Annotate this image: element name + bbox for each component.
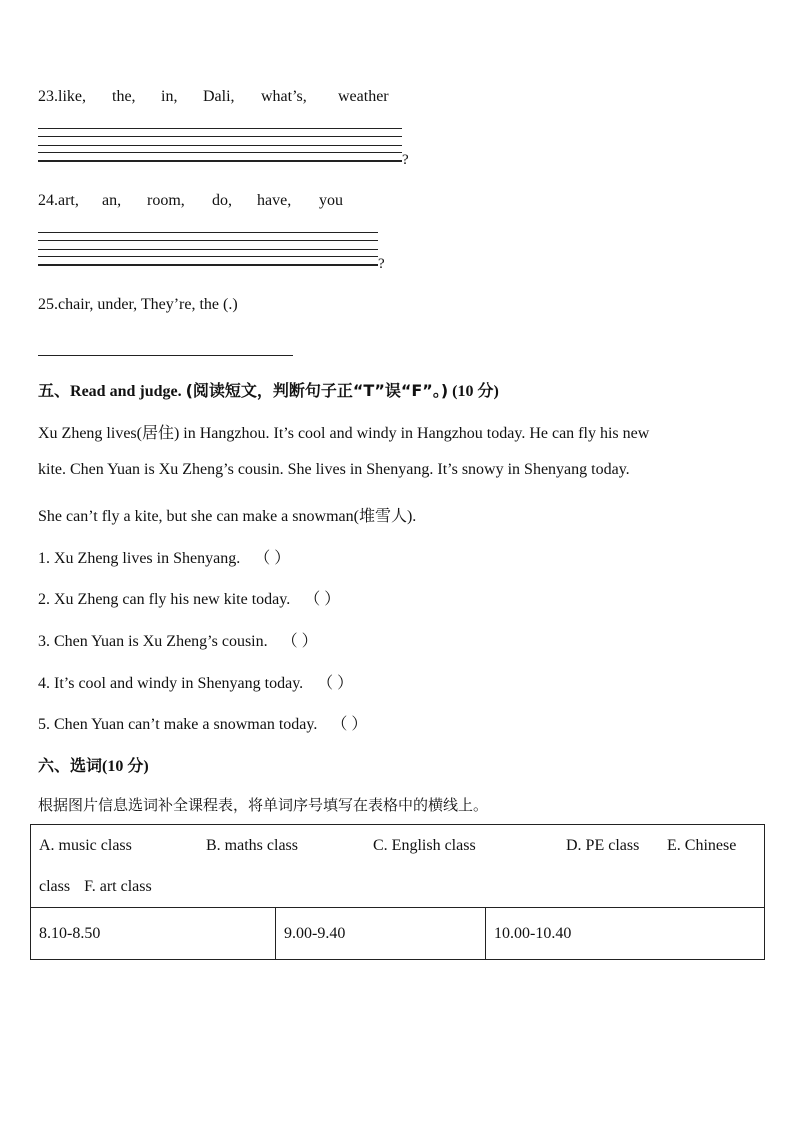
scrambled-word: do, — [212, 192, 232, 209]
schedule-table — [30, 824, 765, 960]
judge-statement — [38, 670, 353, 693]
answer-line[interactable] — [38, 152, 402, 153]
question-23 — [38, 88, 389, 106]
question-mark: ? — [402, 152, 409, 168]
scrambled-word: an, — [102, 192, 122, 209]
answer-line[interactable] — [38, 145, 402, 146]
passage-line: kite. Chen Yuan is Xu Zheng’s cousin. She lives in Shenyang. It’s snowy in Shenyang today. — [38, 461, 630, 478]
statement-text: 1. Xu Zheng lives in Shenyang. — [38, 550, 241, 567]
answer-line[interactable] — [38, 256, 378, 257]
answer-line[interactable] — [38, 136, 402, 137]
question-25 — [38, 296, 238, 314]
scrambled-word: room, — [147, 192, 185, 209]
answer-line[interactable] — [38, 160, 402, 162]
scrambled-word: have, — [257, 192, 292, 209]
statement-text: 5. Chen Yuan can’t make a snowman today. — [38, 716, 318, 733]
word-option: D. PE class — [566, 837, 640, 854]
word-option-continued: class — [39, 878, 71, 895]
judge-statement — [38, 628, 318, 651]
word-option: F. art class — [84, 878, 152, 895]
answer-bracket[interactable]: （ ） — [254, 550, 291, 567]
time-cell: 9.00-9.40 — [276, 908, 486, 960]
word-options — [31, 825, 765, 908]
scrambled-word: you — [319, 192, 343, 209]
section-6-heading — [38, 753, 149, 776]
answer-line[interactable] — [38, 355, 293, 356]
scrambled-word: the, — [112, 88, 136, 105]
question-24 — [38, 192, 343, 210]
word-option: C. English class — [373, 837, 476, 854]
time-cell: 10.00-10.40 — [486, 908, 765, 960]
section-instruction: 根据图片信息选词补全课程表，将单词序号填写在表格中的横线上。 — [38, 796, 489, 814]
section-instruction: (阅读短文，判断句子正“T”误“F”。) — [185, 381, 449, 400]
word-option: B. maths class — [206, 837, 298, 854]
time-row — [31, 908, 765, 960]
statement-text: 3. Chen Yuan is Xu Zheng’s cousin. — [38, 633, 268, 650]
statement-text: 2. Xu Zheng can fly his new kite today. — [38, 591, 291, 608]
options-row — [31, 825, 765, 908]
word-option: E. Chinese — [667, 837, 737, 854]
section-score: (10 分) — [452, 383, 499, 400]
question-number: 23. — [38, 88, 58, 105]
statement-text: 4. It’s cool and windy in Shenyang today. — [38, 675, 304, 692]
answer-line[interactable] — [38, 128, 402, 129]
section-title: 六、选词 — [38, 756, 103, 775]
passage-line: She can’t fly a kite, but she can make a snowman(堆雪人). — [38, 508, 417, 525]
answer-bracket[interactable]: （ ） — [331, 716, 368, 733]
answer-bracket[interactable]: （ ） — [317, 675, 354, 692]
scrambled-word: weather — [338, 88, 389, 105]
judge-statement — [38, 586, 340, 609]
scrambled-word: like, — [58, 88, 86, 105]
section-title: Read and judge. — [70, 383, 182, 400]
section-5-heading — [38, 378, 499, 401]
scrambled-word: art, — [58, 192, 79, 209]
time-cell: 8.10-8.50 — [31, 908, 276, 960]
judge-statement — [38, 711, 367, 734]
section-score: (10 分) — [102, 758, 149, 775]
scrambled-word: in, — [161, 88, 178, 105]
question-text: chair, under, They’re, the (.) — [58, 296, 238, 313]
answer-line[interactable] — [38, 240, 378, 241]
question-number: 24. — [38, 192, 58, 209]
question-mark: ? — [378, 256, 385, 272]
scrambled-word: what’s, — [261, 88, 307, 105]
answer-line[interactable] — [38, 232, 378, 233]
word-option: A. music class — [39, 837, 132, 854]
answer-line[interactable] — [38, 264, 378, 266]
answer-bracket[interactable]: （ ） — [281, 633, 318, 650]
section-number: 五、 — [38, 381, 71, 400]
answer-bracket[interactable]: （ ） — [304, 591, 341, 608]
passage-line: Xu Zheng lives(居住) in Hangzhou. It’s cool and windy in Hangzhou today. He can fly his new — [38, 425, 650, 442]
question-number: 25. — [38, 296, 58, 313]
answer-line[interactable] — [38, 249, 378, 250]
judge-statement — [38, 545, 290, 568]
scrambled-word: Dali, — [203, 88, 235, 105]
